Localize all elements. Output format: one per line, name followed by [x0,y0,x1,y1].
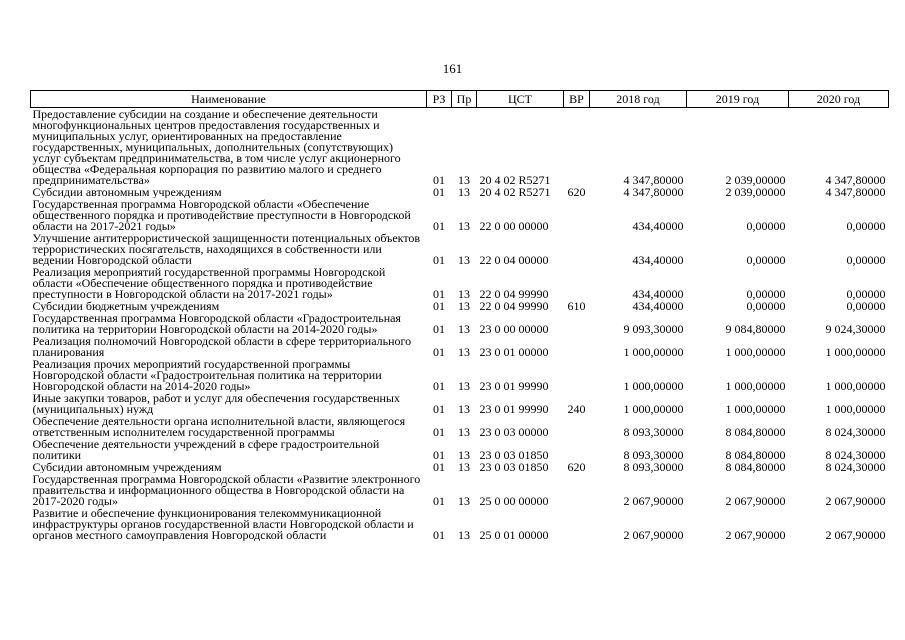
row-value-2018: 1 000,00000 [623,345,684,358]
row-vr [564,232,590,266]
row-rz: 01 [433,528,445,541]
table-row [31,300,889,312]
row-value-2019: 8 084,80000 [725,425,786,438]
table-row [31,415,889,438]
header-2020: 2020 год [789,91,889,108]
row-name: Государственная программа Новгородской области «Обеспечение общественного порядка и противодействие преступности в Новгородской области на 2017-2021 годы» [32,198,411,232]
row-cst: 22 0 04 99990 [479,287,549,300]
row-rz: 01 [433,448,445,461]
row-value-2019: 0,00000 [746,253,786,266]
row-pr: 13 [458,287,470,300]
row-cst: 23 0 01 00000 [479,345,549,358]
row-pr: 13 [458,253,470,266]
row-cst: 25 0 01 00000 [479,528,549,541]
row-cst: 20 4 02 R5271 [479,173,551,186]
header-name: Наименование [31,91,427,108]
table-row [31,392,889,415]
row-value-2020: 0,00000 [846,253,886,266]
row-pr: 13 [458,425,470,438]
row-value-2018: 434,40000 [632,219,684,232]
row-pr: 13 [458,402,470,415]
table-row [31,461,889,473]
row-rz: 01 [433,322,445,335]
row-value-2020: 0,00000 [846,287,886,300]
page-number: 161 [442,61,463,76]
row-vr: 620 [567,186,586,198]
row-vr: 610 [567,300,586,312]
table-row [31,186,889,198]
table-row [31,108,889,187]
row-name: Предоставление субсидии на создание и обеспечение деятельности многофункциональных центров предоставления государственных и муниципальных услуг, ориентированных на предоставление государственных, муниципальных, дополнительных (сопутствующих) услуг субъектам предпринимательства, в том числе услуг акционерного общества «Федеральная корпорация по развитию малого и среднего предпринимательства» [32,107,401,186]
row-rz: 01 [433,287,445,300]
row-value-2019: 1 000,00000 [725,379,786,392]
row-value-2020: 8 024,30000 [825,461,886,473]
row-value-2020: 8 024,30000 [825,448,886,461]
table-row [31,438,889,461]
row-value-2019: 1 000,00000 [725,402,786,415]
row-vr: 240 [567,402,586,415]
row-rz: 01 [433,253,445,266]
row-pr: 13 [458,448,470,461]
row-name: Государственная программа Новгородской области «Развитие электронного правительства и информационного общества в Новгородской области на 2017-2020 годы» [32,473,421,507]
row-value-2018: 2 067,90000 [623,494,684,507]
row-value-2020: 8 024,30000 [825,425,886,438]
row-vr: 620 [567,461,586,473]
row-vr [564,507,590,541]
row-rz: 01 [433,186,445,198]
row-pr: 13 [458,528,470,541]
row-value-2019: 2 067,90000 [725,494,786,507]
row-name: Обеспечение деятельности учреждений в сфере градостроительной политики [32,438,380,461]
row-value-2018: 8 093,30000 [623,461,684,473]
row-vr [564,415,590,438]
row-value-2019: 8 084,80000 [725,461,786,473]
row-cst: 23 0 01 99990 [479,379,549,392]
row-rz: 01 [433,219,445,232]
row-rz: 01 [433,461,445,473]
row-name: Субсидии автономным учреждениям [32,186,222,198]
row-value-2018: 4 347,80000 [623,173,684,186]
row-name: Обеспечение деятельности органа исполнительной власти, являющегося ответственным исполнителем государственной программы [32,415,406,438]
row-value-2018: 1 000,00000 [623,379,684,392]
row-rz: 01 [433,300,445,312]
row-value-2020: 0,00000 [846,219,886,232]
row-value-2020: 9 024,30000 [825,322,886,335]
row-vr [564,358,590,392]
row-rz: 01 [433,494,445,507]
row-name: Государственная программа Новгородской области «Градостроительная политика на территории Новгородской области на 2014-2020 годы» [32,312,401,335]
row-value-2020: 2 067,90000 [825,528,886,541]
header-2019: 2019 год [687,91,789,108]
row-pr: 13 [458,173,470,186]
row-vr [564,198,590,232]
row-pr: 13 [458,300,470,312]
row-value-2018: 4 347,80000 [623,186,684,198]
row-value-2018: 434,40000 [632,253,684,266]
header-cst: ЦСТ [477,91,564,108]
row-value-2019: 9 084,80000 [725,322,786,335]
row-value-2018: 8 093,30000 [623,425,684,438]
row-cst: 23 0 01 99990 [479,402,549,415]
row-value-2019: 0,00000 [746,300,786,312]
table-row [31,507,889,541]
row-value-2020: 4 347,80000 [825,173,886,186]
row-value-2018: 9 093,30000 [623,322,684,335]
table-header-row [31,91,889,108]
row-pr: 13 [458,219,470,232]
row-name: Развитие и обеспечение функционирования телекоммуникационной инфраструктуры органов государственной власти Новгородской области и органов местного самоуправления Новгородской области [32,507,414,541]
row-value-2018: 2 067,90000 [623,528,684,541]
row-cst: 25 0 00 00000 [479,494,549,507]
row-name: Субсидии автономным учреждениям [32,461,222,473]
row-value-2018: 434,40000 [632,287,684,300]
row-vr [564,473,590,507]
row-cst: 23 0 03 01850 [479,448,549,461]
budget-table [30,90,889,541]
table-row [31,335,889,358]
row-vr [564,438,590,461]
header-rz: РЗ [427,91,452,108]
row-value-2020: 4 347,80000 [825,186,886,198]
table-row [31,312,889,335]
table-row [31,198,889,232]
row-pr: 13 [458,322,470,335]
row-rz: 01 [433,173,445,186]
row-rz: 01 [433,425,445,438]
row-rz: 01 [433,345,445,358]
row-cst: 22 0 04 99990 [479,300,549,312]
row-value-2019: 1 000,00000 [725,345,786,358]
row-cst: 20 4 02 R5271 [479,186,551,198]
row-value-2019: 2 067,90000 [725,528,786,541]
row-value-2020: 1 000,00000 [825,402,886,415]
table-row [31,358,889,392]
table-row [31,266,889,300]
row-pr: 13 [458,186,470,198]
row-name: Реализация прочих мероприятий государственной программы Новгородской области «Градостроительная политика на территории Новгородской области на 2014-2020 годы» [32,358,382,392]
row-vr [564,266,590,300]
row-value-2019: 2 039,00000 [725,186,786,198]
row-name: Иные закупки товаров, работ и услуг для обеспечения государственных (муниципальных) нужд [32,392,400,415]
row-pr: 13 [458,461,470,473]
table-row [31,232,889,266]
row-rz: 01 [433,379,445,392]
row-rz: 01 [433,402,445,415]
row-cst: 23 0 00 00000 [479,322,549,335]
row-value-2020: 1 000,00000 [825,379,886,392]
row-vr [564,335,590,358]
row-cst: 23 0 03 01850 [479,461,549,473]
row-cst: 22 0 04 00000 [479,253,549,266]
row-name: Субсидии бюджетным учреждениям [32,300,220,312]
row-pr: 13 [458,494,470,507]
header-pr: Пр [452,91,477,108]
row-vr [564,108,590,187]
row-name: Реализация мероприятий государственной программы Новгородской области «Обеспечение общественного порядка и противодействие преступности в Новгородской области на 2017-2021 годы» [32,266,386,300]
row-cst: 23 0 03 00000 [479,425,549,438]
header-2018: 2018 год [590,91,687,108]
row-value-2019: 8 084,80000 [725,448,786,461]
row-vr [564,312,590,335]
row-cst: 22 0 00 00000 [479,219,549,232]
row-value-2020: 2 067,90000 [825,494,886,507]
row-value-2018: 1 000,00000 [623,402,684,415]
table-body [31,108,889,542]
row-name: Улучшение антитеррористической защищенности потенциальных объектов террористических посягательств, находящихся в собственности или ведении Новгородской области [32,232,421,266]
row-value-2019: 2 039,00000 [725,173,786,186]
row-value-2020: 1 000,00000 [825,345,886,358]
row-value-2019: 0,00000 [746,287,786,300]
row-pr: 13 [458,379,470,392]
row-pr: 13 [458,345,470,358]
header-vr: ВР [564,91,590,108]
row-name: Реализация полномочий Новгородской области в сфере территориального планирования [32,335,412,358]
row-value-2019: 0,00000 [746,219,786,232]
row-value-2018: 434,40000 [632,300,684,312]
row-value-2018: 8 093,30000 [623,448,684,461]
table-row [31,473,889,507]
row-value-2020: 0,00000 [846,300,886,312]
